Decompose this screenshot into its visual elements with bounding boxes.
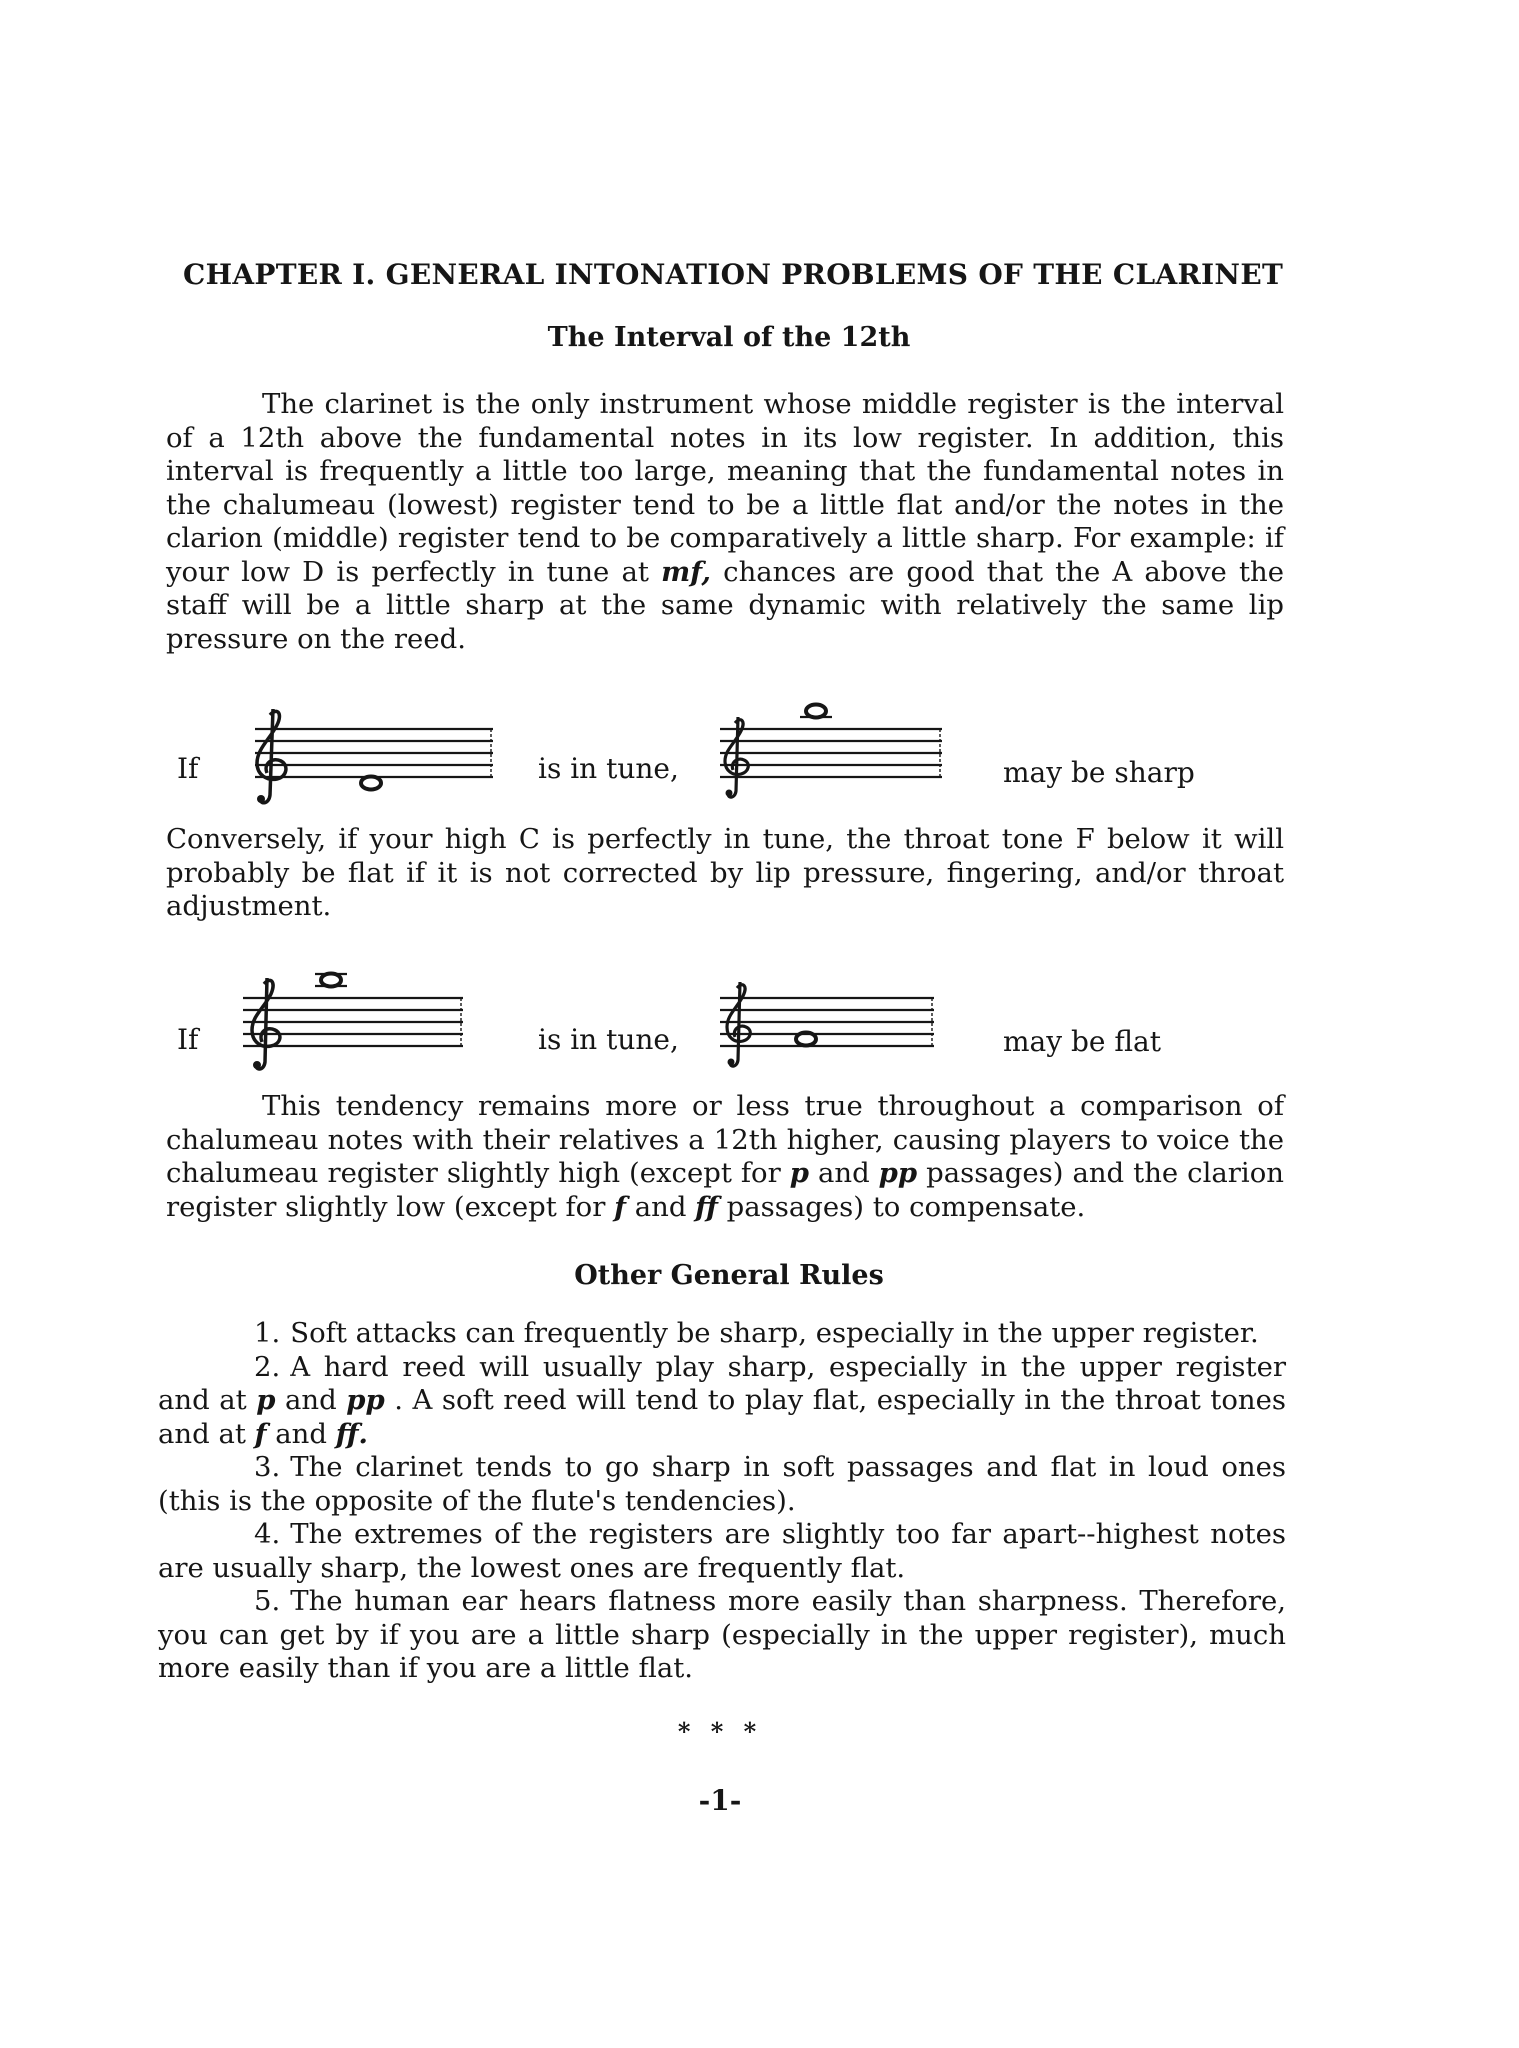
rule-number: 5. <box>254 1585 281 1617</box>
paragraph-tendency <box>166 1090 1284 1224</box>
example2-result-label: may be flat <box>1003 1025 1161 1058</box>
paragraph-intro <box>166 388 1284 656</box>
example1-in-tune-label: is in tune, <box>538 752 679 785</box>
example2-in-tune-label: is in tune, <box>538 1023 679 1056</box>
rule-text: . A soft reed will tend to play flat, especially in the throat tones and at <box>158 1384 1287 1450</box>
tendency-text-and2: and <box>625 1190 696 1223</box>
tendency-text-b: passages) and the clarion register slightly low (except for <box>166 1157 1284 1223</box>
paragraph-intro-text-b: chances are good that the A above the staff will be a little sharp at the same dynamic with relatively the same lip pressure on the reed. <box>166 555 1284 655</box>
tendency-text-a: This tendency remains more or less true throughout a comparison of chalumeau notes with their relatives a 12th higher, causing players to voice the chalumeau register slightly high (except for <box>166 1090 1284 1189</box>
list-item <box>158 1351 1286 1452</box>
tendency-text-and1: and <box>808 1157 879 1189</box>
dynamic-ff: ff. <box>335 1417 369 1450</box>
rule-text: The clarinet tends to go sharp in soft passages and flat in loud ones (this is the opposite of the flute's tendencies). <box>158 1451 1286 1517</box>
example2-if-label: If <box>177 1023 199 1056</box>
tendency-text-c: passages) to compensate. <box>717 1190 1086 1223</box>
example1-result-label: may be sharp <box>1003 756 1195 789</box>
dynamic-pp: pp <box>346 1384 385 1416</box>
dynamic-p: p <box>789 1157 809 1189</box>
example1-if-label: If <box>177 752 199 785</box>
dynamic-pp: pp <box>878 1157 918 1189</box>
rule-text: The human ear hears flatness more easily than sharpness. Therefore, you can get by if you are a little sharp (especially in the upper register), much more easily than if you are a little flat. <box>158 1585 1286 1684</box>
section-heading-interval: The Interval of the 12th <box>547 322 911 353</box>
whole-note-icon <box>796 1033 816 1046</box>
rule-number: 2. <box>254 1350 281 1383</box>
treble-clef-icon <box>257 709 286 803</box>
list-item <box>158 1518 1286 1585</box>
rule-number: 4. <box>254 1518 281 1550</box>
whole-note-icon <box>361 777 381 790</box>
treble-clef-icon <box>252 978 280 1069</box>
rule-number: 1. <box>254 1317 281 1349</box>
page-number: -1- <box>698 1784 742 1817</box>
rule-text: and <box>266 1417 336 1450</box>
example2-staff-throat-f <box>700 966 940 1071</box>
rule-number: 3. <box>254 1451 281 1483</box>
list-item <box>158 1585 1286 1686</box>
rule-text: and <box>275 1384 347 1416</box>
treble-clef-icon <box>727 982 750 1066</box>
whole-note-icon <box>806 705 826 718</box>
chapter-title: CHAPTER I. GENERAL INTONATION PROBLEMS OF THE CLARINET <box>183 258 1284 291</box>
dynamic-f: f <box>254 1417 267 1450</box>
example1-staff-high-a <box>700 695 950 800</box>
whole-note-icon <box>321 974 341 987</box>
rules-list <box>158 1317 1286 1686</box>
dynamic-f: f <box>614 1190 626 1223</box>
paragraph-intro-text-a: The clarinet is the only instrument whose middle register is the interval of a 12th above the fundamental notes in its low register. In addition, this interval is frequently a little too large, meaning that the fundamental notes in the chalumeau (lowest) register tend to be a little flat and/or the notes in the clarion (middle) register tend to be comparatively a little sharp. For example: if your low D is perfectly in tune at <box>166 388 1284 588</box>
list-item <box>158 1317 1286 1351</box>
section-heading-rules: Other General Rules <box>574 1260 884 1291</box>
dynamic-ff: ff <box>695 1190 718 1223</box>
example1-staff-low-d <box>215 705 500 810</box>
list-item <box>158 1451 1286 1518</box>
paragraph-conversely: Conversely, if your high C is perfectly in tune, the throat tone F below it will probably be flat if it is not corrected by lip pressure, fingering, and/or throat adjustment. <box>166 823 1284 922</box>
section-separator: * * * <box>677 1717 763 1746</box>
rule-text: The extremes of the registers are slightly too far apart--highest notes are usually sharp, the lowest ones are frequently flat. <box>158 1518 1286 1584</box>
rule-text: Soft attacks can frequently be sharp, especially in the upper register. <box>290 1317 1259 1349</box>
example2-staff-high-c <box>215 966 470 1071</box>
dynamic-mf: mf, <box>661 555 711 588</box>
rule-text: A hard reed will usually play sharp, especially in the upper register and at <box>158 1350 1286 1416</box>
dynamic-p: p <box>256 1384 276 1416</box>
